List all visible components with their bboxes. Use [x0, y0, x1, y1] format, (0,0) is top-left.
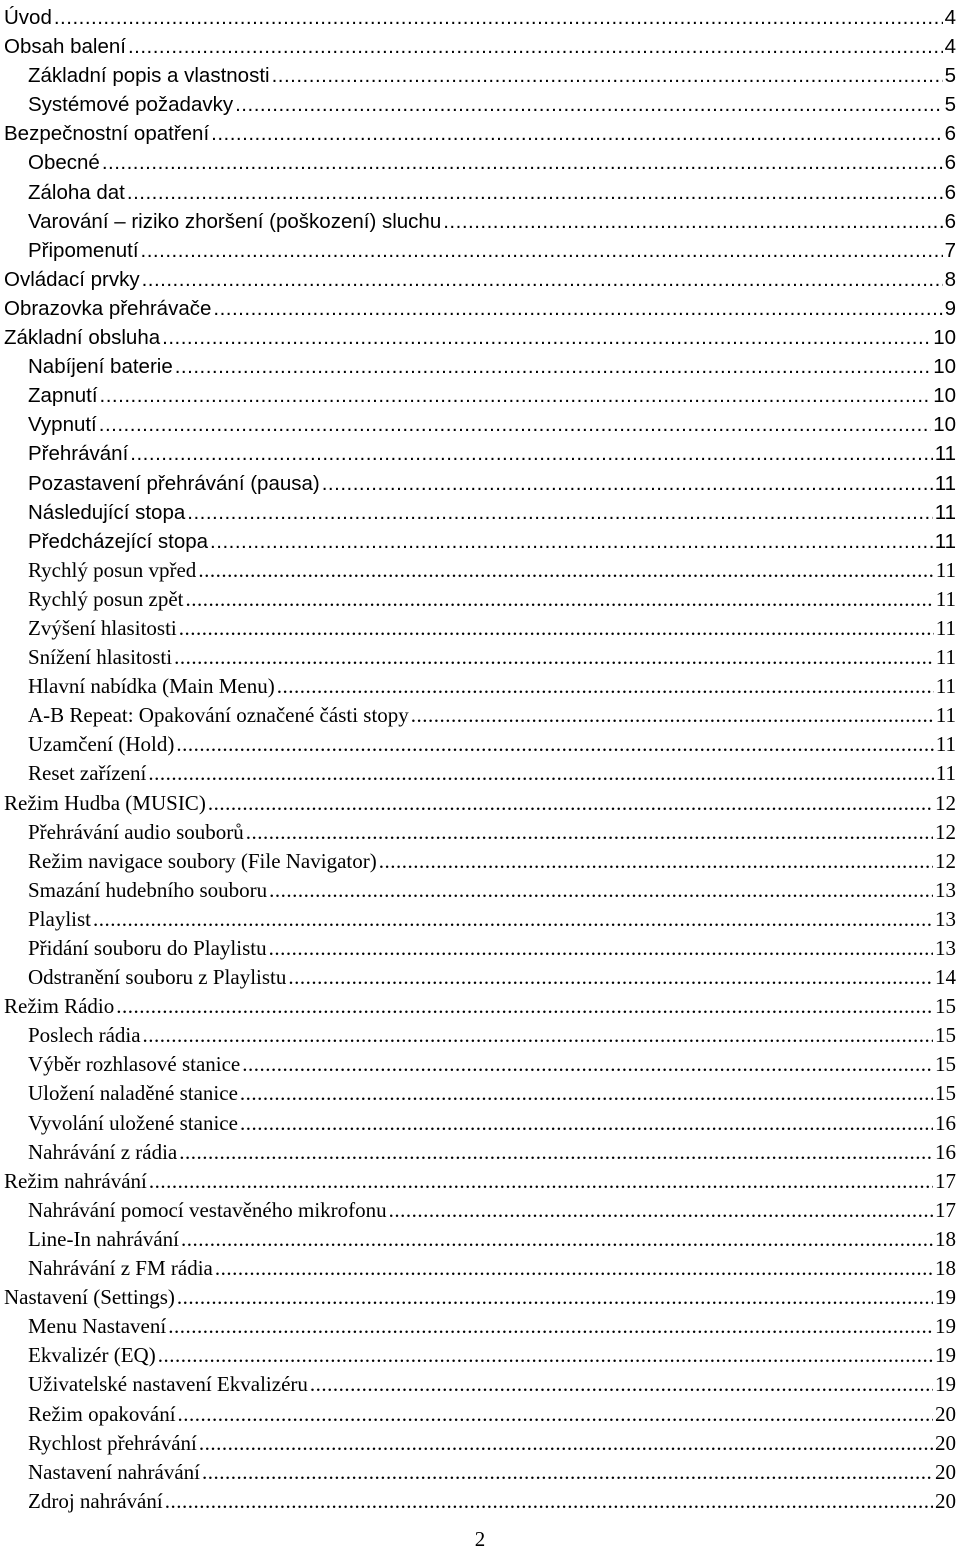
toc-entry[interactable] — [0, 1109, 960, 1138]
toc-entry-title: Zapnutí — [28, 384, 98, 408]
toc-entry-page: 11 — [935, 674, 956, 699]
toc-entry[interactable] — [0, 789, 960, 818]
toc-entry[interactable] — [0, 61, 960, 90]
toc-dot-leader — [199, 1429, 933, 1458]
toc-entry[interactable] — [0, 1429, 960, 1458]
toc-entry-page: 11 — [934, 442, 956, 466]
toc-entry[interactable] — [0, 381, 960, 410]
toc-entry-title: Obrazovka přehrávače — [4, 296, 212, 320]
toc-entry-title: Uživatelské nastavení Ekvalizéru — [28, 1372, 308, 1397]
toc-entry-title: Nastavení (Settings) — [4, 1285, 175, 1310]
toc-entry[interactable] — [0, 672, 960, 701]
toc-entry-page: 5 — [944, 93, 956, 117]
toc-entry-page: 20 — [935, 1488, 956, 1513]
toc-dot-leader — [240, 1109, 933, 1138]
toc-entry[interactable] — [0, 3, 960, 32]
toc-entry[interactable] — [0, 527, 960, 556]
toc-dot-leader — [269, 934, 933, 963]
toc-dot-leader — [177, 1283, 933, 1312]
toc-entry-page: 6 — [944, 122, 956, 146]
toc-entry[interactable] — [0, 1458, 960, 1487]
toc-dot-leader — [310, 1370, 933, 1399]
toc-entry-title: Základní obsluha — [4, 326, 161, 350]
toc-entry-page: 15 — [935, 1052, 956, 1077]
toc-entry-page: 11 — [934, 529, 956, 553]
toc-entry-title: Záloha dat — [28, 180, 125, 204]
toc-dot-leader — [379, 847, 933, 876]
toc-dot-leader — [100, 381, 932, 410]
toc-entry[interactable] — [0, 1283, 960, 1312]
toc-entry[interactable] — [0, 1196, 960, 1225]
toc-entry[interactable] — [0, 701, 960, 730]
toc-entry[interactable] — [0, 265, 960, 294]
toc-entry[interactable] — [0, 876, 960, 905]
toc-dot-leader — [208, 789, 933, 818]
toc-entry-title: Obecné — [28, 151, 100, 175]
toc-entry[interactable] — [0, 236, 960, 265]
toc-dot-leader — [116, 992, 933, 1021]
toc-dot-leader — [179, 614, 934, 643]
toc-entry-title: Reset zařízení — [28, 761, 147, 786]
toc-entry-title: Režim opakování — [28, 1401, 176, 1426]
toc-entry-page: 20 — [935, 1430, 956, 1455]
toc-entry-page: 10 — [933, 355, 956, 379]
toc-dot-leader — [127, 178, 943, 207]
toc-entry[interactable] — [0, 1254, 960, 1283]
toc-entry[interactable] — [0, 585, 960, 614]
toc-entry[interactable] — [0, 469, 960, 498]
toc-entry[interactable] — [0, 352, 960, 381]
table-of-contents — [0, 3, 960, 1516]
toc-entry-page: 11 — [935, 557, 956, 582]
toc-dot-leader — [288, 963, 933, 992]
toc-dot-leader — [443, 207, 942, 236]
toc-dot-leader — [269, 876, 933, 905]
toc-entry[interactable] — [0, 1079, 960, 1108]
toc-entry[interactable] — [0, 614, 960, 643]
toc-dot-leader — [168, 1312, 933, 1341]
toc-entry-title: Odstranění souboru z Playlistu — [28, 965, 287, 990]
toc-entry-page: 11 — [935, 703, 956, 728]
toc-dot-leader — [322, 469, 933, 498]
toc-entry[interactable] — [0, 847, 960, 876]
toc-entry-page: 19 — [935, 1314, 956, 1339]
toc-entry-title: Nastavení nahrávání — [28, 1459, 201, 1484]
toc-entry-title: Rychlý posun zpět — [28, 586, 184, 611]
toc-entry[interactable] — [0, 90, 960, 119]
page-number: 2 — [474, 1527, 486, 1551]
toc-entry[interactable] — [0, 207, 960, 236]
toc-dot-leader — [242, 1050, 933, 1079]
toc-entry-title: Režim nahrávání — [4, 1168, 147, 1193]
toc-entry-page: 18 — [935, 1226, 956, 1251]
toc-dot-leader — [213, 294, 942, 323]
toc-entry[interactable] — [0, 963, 960, 992]
toc-entry-title: A-B Repeat: Opakování označené části stopy — [28, 703, 409, 728]
toc-entry[interactable] — [0, 323, 960, 352]
toc-entry-page: 17 — [935, 1197, 956, 1222]
toc-entry[interactable] — [0, 556, 960, 585]
toc-entry-title: Bezpečnostní opatření — [4, 122, 210, 146]
toc-entry-page: 13 — [935, 877, 956, 902]
toc-entry-title: Ekvalizér (EQ) — [28, 1343, 156, 1368]
toc-entry[interactable] — [0, 1021, 960, 1050]
toc-entry-title: Smazání hudebního souboru — [28, 877, 268, 902]
toc-dot-leader — [102, 148, 943, 177]
toc-entry-title: Základní popis a vlastnosti — [28, 64, 270, 88]
toc-entry-title: Pozastavení přehrávání (pausa) — [28, 471, 320, 495]
toc-entry-title: Následující stopa — [28, 500, 186, 524]
toc-entry-title: Připomenutí — [28, 238, 139, 262]
toc-entry-title: Nahrávání z rádia — [28, 1139, 178, 1164]
toc-entry-page: 19 — [935, 1285, 956, 1310]
toc-entry-title: Rychlý posun vpřed — [28, 557, 197, 582]
toc-entry-title: Režim navigace soubory (File Navigator) — [28, 848, 377, 873]
toc-entry-page: 16 — [935, 1139, 956, 1164]
toc-entry-title: Poslech rádia — [28, 1023, 141, 1048]
toc-dot-leader — [148, 759, 933, 788]
toc-entry-page: 11 — [934, 471, 956, 495]
toc-entry-page: 5 — [944, 64, 956, 88]
toc-entry-title: Vyvolání uložené stanice — [28, 1110, 238, 1135]
toc-dot-leader — [411, 701, 934, 730]
toc-entry-page: 12 — [935, 790, 956, 815]
toc-entry-page: 14 — [935, 965, 956, 990]
toc-dot-leader — [198, 556, 933, 585]
toc-entry-title: Přehrávání — [28, 442, 129, 466]
toc-entry-page: 11 — [935, 645, 956, 670]
toc-dot-leader — [389, 1196, 933, 1225]
toc-entry-title: Menu Nastavení — [28, 1314, 167, 1339]
toc-entry-page: 10 — [933, 326, 956, 350]
toc-dot-leader — [176, 730, 933, 759]
toc-entry[interactable] — [0, 119, 960, 148]
toc-dot-leader — [175, 352, 931, 381]
toc-entry-title: Rychlost přehrávání — [28, 1430, 197, 1455]
toc-entry[interactable] — [0, 294, 960, 323]
toc-entry-title: Line-In nahrávání — [28, 1226, 180, 1251]
toc-dot-leader — [215, 1254, 933, 1283]
toc-entry-title: Nabíjení baterie — [28, 355, 173, 379]
toc-entry-page: 15 — [935, 1081, 956, 1106]
toc-entry[interactable] — [0, 1050, 960, 1079]
toc-dot-leader — [128, 32, 943, 61]
toc-dot-leader — [130, 439, 932, 468]
toc-dot-leader — [174, 643, 934, 672]
toc-entry-page: 11 — [935, 761, 956, 786]
toc-entry-page: 6 — [944, 151, 956, 175]
toc-entry-page: 18 — [935, 1256, 956, 1281]
toc-entry-page: 20 — [935, 1401, 956, 1426]
toc-entry-title: Zdroj nahrávání — [28, 1488, 163, 1513]
toc-entry-title: Nahrávání pomocí vestavěného mikrofonu — [28, 1197, 387, 1222]
toc-entry-page: 7 — [944, 238, 956, 262]
toc-entry[interactable] — [0, 992, 960, 1021]
toc-dot-leader — [142, 265, 943, 294]
toc-dot-leader — [185, 585, 933, 614]
toc-dot-leader — [246, 818, 933, 847]
toc-entry[interactable] — [0, 439, 960, 468]
toc-dot-leader — [93, 905, 933, 934]
toc-entry-page: 19 — [935, 1372, 956, 1397]
toc-entry-page: 13 — [935, 936, 956, 960]
toc-dot-leader — [54, 3, 943, 32]
toc-entry[interactable] — [0, 730, 960, 759]
toc-entry[interactable] — [0, 1167, 960, 1196]
toc-dot-leader — [181, 1225, 933, 1254]
toc-entry-title: Ovládací prvky — [4, 267, 140, 291]
toc-entry-title: Přehrávání audio souborů — [28, 819, 244, 844]
toc-dot-leader — [149, 1167, 933, 1196]
toc-dot-leader — [143, 1021, 933, 1050]
toc-dot-leader — [141, 236, 943, 265]
toc-dot-leader — [235, 90, 942, 119]
toc-entry-page: 12 — [935, 819, 956, 844]
toc-entry-page: 15 — [935, 994, 956, 1019]
toc-entry-title: Vypnutí — [28, 413, 97, 437]
toc-dot-leader — [240, 1079, 933, 1108]
toc-entry-title: Uložení naladěné stanice — [28, 1081, 238, 1106]
toc-entry-page: 11 — [935, 586, 956, 611]
toc-entry-title: Systémové požadavky — [28, 93, 234, 117]
toc-entry-page: 4 — [944, 35, 956, 59]
toc-entry[interactable] — [0, 1370, 960, 1399]
toc-entry-title: Výběr rozhlasové stanice — [28, 1052, 241, 1077]
toc-entry[interactable] — [0, 1487, 960, 1516]
toc-entry[interactable] — [0, 818, 960, 847]
toc-dot-leader — [179, 1138, 933, 1167]
toc-entry-title: Uzamčení (Hold) — [28, 732, 175, 757]
toc-entry[interactable] — [0, 934, 960, 963]
toc-entry-page: 6 — [944, 209, 956, 233]
toc-entry[interactable] — [0, 905, 960, 934]
toc-entry-page: 20 — [935, 1459, 956, 1484]
toc-entry-page: 12 — [935, 848, 956, 873]
toc-entry[interactable] — [0, 1225, 960, 1254]
toc-entry-title: Režim Rádio — [4, 994, 115, 1019]
toc-dot-leader — [162, 323, 931, 352]
toc-dot-leader — [165, 1487, 933, 1516]
toc-entry-page: 11 — [934, 500, 956, 524]
toc-entry[interactable] — [0, 32, 960, 61]
toc-entry[interactable] — [0, 643, 960, 672]
toc-dot-leader — [178, 1400, 933, 1429]
toc-entry-page: 4 — [944, 6, 956, 29]
toc-entry-page: 8 — [944, 267, 956, 291]
toc-entry-page: 11 — [935, 732, 956, 757]
toc-entry[interactable] — [0, 1341, 960, 1370]
toc-entry-page: 10 — [933, 413, 956, 437]
toc-entry-title: Nahrávání z FM rádia — [28, 1256, 213, 1281]
toc-dot-leader — [158, 1341, 933, 1370]
toc-dot-leader — [202, 1458, 933, 1487]
toc-dot-leader — [187, 498, 932, 527]
toc-entry-title: Playlist — [28, 906, 92, 931]
toc-entry-title: Varování – riziko zhoršení (poškození) sluchu — [28, 209, 442, 233]
toc-entry[interactable] — [0, 148, 960, 177]
toc-entry-page: 6 — [944, 180, 956, 204]
toc-dot-leader — [277, 672, 934, 701]
toc-entry-title: Obsah balení — [4, 35, 126, 59]
toc-dot-leader — [211, 119, 942, 148]
toc-entry-page: 16 — [935, 1110, 956, 1135]
toc-entry[interactable] — [0, 178, 960, 207]
toc-entry-title: Přidání souboru do Playlistu — [28, 936, 267, 960]
toc-entry[interactable] — [0, 498, 960, 527]
toc-entry[interactable] — [0, 759, 960, 788]
toc-entry-page: 9 — [944, 296, 956, 320]
toc-entry-page: 13 — [935, 906, 956, 931]
toc-entry-title: Hlavní nabídka (Main Menu) — [28, 674, 275, 699]
toc-entry[interactable] — [0, 1312, 960, 1341]
toc-dot-leader — [272, 61, 943, 90]
toc-entry-page: 15 — [935, 1023, 956, 1048]
toc-entry-title: Snížení hlasitosti — [28, 645, 173, 670]
toc-entry[interactable] — [0, 1400, 960, 1429]
toc-entry-page: 19 — [935, 1343, 956, 1368]
toc-entry-page: 10 — [933, 384, 956, 408]
toc-entry-page: 17 — [935, 1168, 956, 1193]
toc-entry[interactable] — [0, 1138, 960, 1167]
toc-entry-title: Zvýšení hlasitosti — [28, 615, 177, 640]
toc-dot-leader — [99, 410, 931, 439]
toc-entry-title: Režim Hudba (MUSIC) — [4, 790, 206, 815]
toc-entry[interactable] — [0, 410, 960, 439]
toc-entry-title: Úvod — [4, 6, 52, 29]
toc-dot-leader — [210, 527, 933, 556]
toc-entry-title: Předcházející stopa — [28, 529, 209, 553]
toc-entry-page: 11 — [935, 615, 956, 640]
